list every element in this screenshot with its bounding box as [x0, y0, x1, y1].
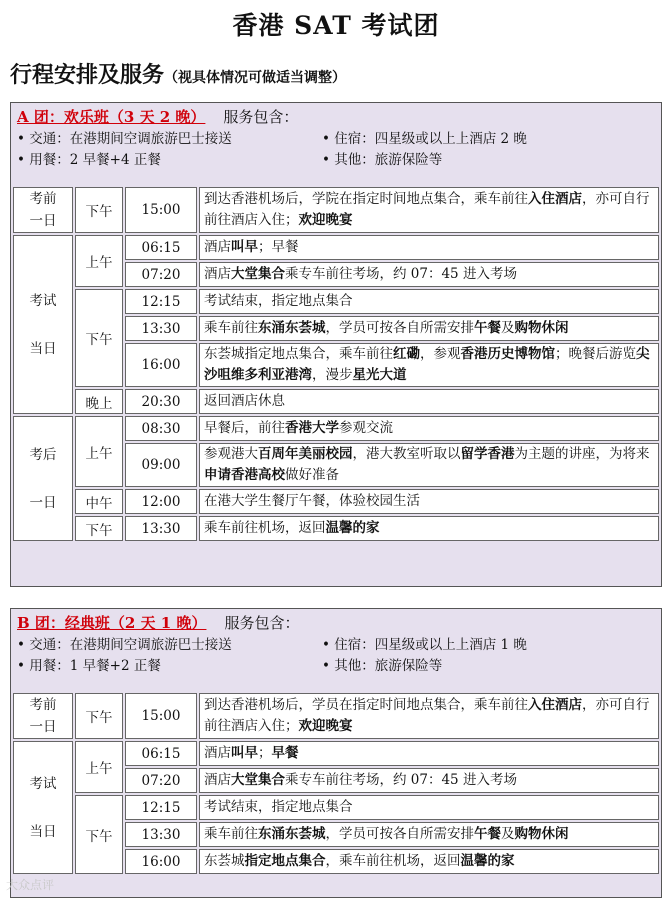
period-label: 晚上: [75, 389, 123, 414]
time-cell: 06:15: [125, 741, 197, 766]
period-label: 上午: [75, 741, 123, 793]
description-text: 乘专车前往考场，约 07：45 进入考场: [285, 772, 517, 788]
highlight-text: 星光大道: [352, 367, 407, 383]
day-label-line: 一日: [29, 213, 57, 229]
time-cell: 15:00: [125, 187, 197, 233]
service-row: [17, 129, 655, 150]
activity-description: [199, 795, 659, 820]
highlight-text: 叫早: [231, 745, 258, 761]
highlight-text: 红磡: [393, 346, 420, 362]
day-label: [13, 741, 73, 874]
description-text: ，亦可自行前往酒店入住；: [204, 697, 650, 734]
description-text: 乘车前往: [204, 826, 258, 842]
day-label-line: 当日: [29, 823, 57, 840]
highlight-text: 温馨的家: [460, 853, 515, 869]
description-text: 酒店: [204, 266, 231, 282]
highlight-text: 申请香港高校: [204, 467, 285, 483]
description-text: 参观交流: [339, 420, 393, 436]
day-label: [13, 235, 73, 414]
highlight-text: 尖沙咀维多利亚港湾: [204, 346, 650, 383]
time-cell: 16:00: [125, 849, 197, 874]
day-label-line: 一日: [29, 494, 57, 511]
time-cell: 06:15: [125, 235, 197, 260]
time-cell: 13:30: [125, 822, 197, 847]
description-text: 酒店: [204, 772, 231, 788]
itinerary-table: [11, 691, 661, 876]
time-cell: 12:15: [125, 795, 197, 820]
table-row: [13, 489, 659, 514]
day-label-line: 一日: [29, 719, 57, 735]
description-text: 做好准备: [285, 467, 339, 483]
table-row: [13, 795, 659, 820]
highlight-text: 大堂集合: [231, 266, 285, 282]
activity-description: [199, 768, 659, 793]
description-text: 及: [501, 320, 515, 336]
time-cell: 20:30: [125, 389, 197, 414]
day-label-line: 考试: [29, 775, 57, 792]
group-name: B 团：经典班（2 天 1 晚）: [17, 614, 207, 632]
period-label: 下午: [75, 693, 123, 739]
description-text: 乘车前往机场，返回: [204, 520, 326, 536]
activity-description: [199, 416, 659, 441]
table-row: [13, 389, 659, 414]
highlight-text: 欢迎晚宴: [298, 718, 353, 734]
time-cell: 12:15: [125, 289, 197, 314]
service-item: • 用餐：1 早餐+2 正餐: [17, 658, 161, 674]
time-cell: 09:00: [125, 443, 197, 487]
service-item: • 住宿：四星级或以上上酒店 2 晚: [322, 131, 527, 147]
highlight-text: 留学香港: [460, 446, 515, 462]
table-row: [13, 235, 659, 260]
description-text: ，港大教室听取以: [352, 446, 461, 462]
service-item: • 交通：在港期间空调旅游巴士接送: [17, 637, 232, 653]
service-row: [17, 635, 655, 656]
time-cell: 13:30: [125, 316, 197, 341]
table-row: [13, 516, 659, 541]
group-b-block: [10, 608, 662, 898]
period-label: 下午: [75, 187, 123, 233]
period-label: 下午: [75, 516, 123, 541]
description-text: ，参观: [420, 346, 461, 362]
description-text: 乘专车前往考场，约 07：45 进入考场: [285, 266, 517, 282]
activity-description: [199, 516, 659, 541]
description-text: ，漫步: [312, 367, 353, 383]
description-text: 为主题的讲座，为将来: [514, 446, 650, 462]
time-cell: 08:30: [125, 416, 197, 441]
highlight-text: 入住酒店: [528, 191, 582, 207]
period-label: 下午: [75, 289, 123, 387]
day-label: [13, 416, 73, 541]
highlight-text: 香港大学: [285, 420, 339, 436]
day-label-line: 当日: [29, 340, 57, 357]
service-row: [17, 150, 655, 171]
group-name: A 团：欢乐班（3 天 2 晚）: [17, 108, 206, 126]
description-text: 酒店: [204, 239, 231, 255]
time-cell: 13:30: [125, 516, 197, 541]
page-title: 香港 SAT 考试团: [232, 11, 440, 40]
table-row: [13, 416, 659, 441]
description-text: ；早餐: [258, 239, 299, 255]
group-header: [11, 609, 661, 679]
highlight-text: 欢迎晚宴: [298, 212, 353, 228]
time-cell: 16:00: [125, 343, 197, 387]
service-item: • 其他：旅游保险等: [322, 658, 443, 674]
activity-description: [199, 235, 659, 260]
description-text: 返回酒店休息: [204, 393, 285, 409]
description-text: ；: [258, 745, 272, 761]
description-text: ，学员可按各自所需安排: [325, 320, 474, 336]
day-label-line: 考前: [29, 191, 57, 207]
service-label: 服务包含：: [224, 614, 300, 632]
time-cell: 15:00: [125, 693, 197, 739]
activity-description: [199, 343, 659, 387]
watermark: 大众点评: [6, 878, 55, 892]
day-label: [13, 187, 73, 233]
service-item: • 交通：在港期间空调旅游巴士接送: [17, 131, 232, 147]
group-header: [11, 103, 661, 173]
highlight-text: 购物休闲: [514, 826, 569, 842]
activity-description: [199, 389, 659, 414]
period-label: 下午: [75, 795, 123, 874]
highlight-text: 午餐: [474, 320, 501, 336]
highlight-text: 百周年美丽校园: [258, 446, 353, 462]
description-text: ；晚餐后游览: [555, 346, 636, 362]
highlight-text: 东涌东荟城: [258, 826, 326, 842]
table-row: [13, 741, 659, 766]
activity-description: [199, 187, 659, 233]
activity-description: [199, 289, 659, 314]
itinerary-table: [11, 185, 661, 543]
highlight-text: 指定地点集合: [244, 853, 326, 869]
activity-description: [199, 741, 659, 766]
activity-description: [199, 443, 659, 487]
period-label: 上午: [75, 235, 123, 287]
table-row: [13, 289, 659, 314]
day-label-line: 考后: [29, 446, 57, 463]
day-label: [13, 693, 73, 739]
highlight-text: 购物休闲: [514, 320, 569, 336]
highlight-text: 温馨的家: [325, 520, 380, 536]
description-text: 考试结束，指定地点集合: [204, 799, 353, 815]
period-label: 中午: [75, 489, 123, 514]
highlight-text: 大堂集合: [231, 772, 285, 788]
description-text: 在港大学生餐厅午餐，体验校园生活: [204, 493, 420, 509]
description-text: 乘车前往: [204, 320, 258, 336]
description-text: ，乘车前往机场，返回: [325, 853, 461, 869]
activity-description: [199, 262, 659, 287]
description-text: 到达香港机场后，学院在指定时间地点集合，乘车前往: [204, 191, 528, 207]
activity-description: [199, 489, 659, 514]
section-note: （视具体情况可做适当调整）: [164, 70, 347, 86]
description-text: 东荟城指定地点集合，乘车前往: [204, 346, 393, 362]
description-text: 参观港大: [204, 446, 258, 462]
section-title: [10, 58, 346, 89]
highlight-text: 香港历史博物馆: [460, 346, 555, 362]
period-label: 上午: [75, 416, 123, 487]
highlight-text: 入住酒店: [528, 697, 582, 713]
group-a-block: [10, 102, 662, 587]
description-text: 东荟城: [204, 853, 245, 869]
highlight-text: 东涌东荟城: [258, 320, 326, 336]
table-row: [13, 187, 659, 233]
description-text: ，学员可按各自所需安排: [325, 826, 474, 842]
highlight-text: 叫早: [231, 239, 258, 255]
time-cell: 07:20: [125, 262, 197, 287]
table-row: [13, 693, 659, 739]
description-text: 早餐后，前往: [204, 420, 285, 436]
activity-description: [199, 316, 659, 341]
time-cell: 07:20: [125, 768, 197, 793]
activity-description: [199, 693, 659, 739]
service-item: • 用餐：2 早餐+4 正餐: [17, 152, 161, 168]
time-cell: 12:00: [125, 489, 197, 514]
section-title-text: 行程安排及服务: [10, 62, 165, 88]
description-text: 考试结束，指定地点集合: [204, 293, 353, 309]
highlight-text: 早餐: [271, 745, 299, 761]
description-text: ，亦可自行前往酒店入住；: [204, 191, 650, 228]
activity-description: [199, 822, 659, 847]
service-label: 服务包含：: [223, 108, 299, 126]
day-label-line: 考试: [29, 292, 57, 309]
highlight-text: 午餐: [474, 826, 501, 842]
service-row: [17, 656, 655, 677]
description-text: 酒店: [204, 745, 231, 761]
day-label-line: 考前: [29, 697, 57, 713]
description-text: 及: [501, 826, 515, 842]
description-text: 到达香港机场后，学员在指定时间地点集合，乘车前往: [204, 697, 528, 713]
activity-description: [199, 849, 659, 874]
service-item: • 住宿：四星级或以上上酒店 1 晚: [322, 637, 527, 653]
service-item: • 其他：旅游保险等: [322, 152, 443, 168]
